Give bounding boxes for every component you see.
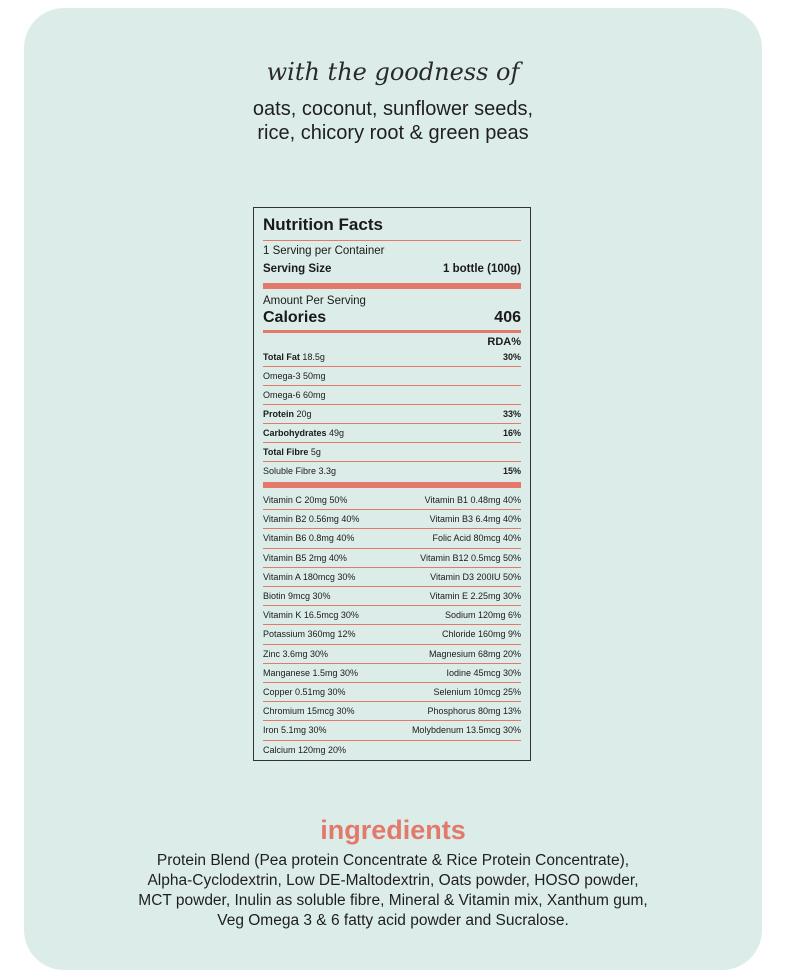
vitamin-right: Sodium 120mg 6%	[444, 610, 521, 621]
vitamin-left: Vitamin A 180mcg 30%	[263, 571, 356, 582]
macro-rda: 33%	[502, 409, 521, 419]
vitamin-right: Selenium 10mcg 25%	[433, 687, 521, 697]
tagline: with the goodness of	[266, 58, 520, 86]
vitamin-right: Phosphorus 80mg 13%	[427, 706, 521, 717]
ingredients-line: Protein Blend (Pea protein Concentrate & Rice Protein Concentrate),	[156, 852, 630, 869]
thick-divider	[263, 283, 521, 289]
ingredients-line: Veg Omega 3 & 6 fatty acid powder and Sucralose.	[217, 912, 569, 929]
vitamin-left: Zinc 3.6mg 30%	[263, 648, 329, 659]
macro-amount: 18.5g	[302, 352, 325, 362]
serving-size-value: 1 bottle (100g)	[443, 263, 521, 275]
vitamin-right: Molybdenum 13.5mcg 30%	[411, 725, 521, 736]
vitamin-row	[263, 741, 521, 760]
vitamin-left: Vitamin B6 0.8mg 40%	[263, 533, 355, 544]
divider	[263, 330, 521, 333]
divider	[263, 240, 521, 241]
vitamin-row	[263, 529, 521, 548]
vitamin-left: Potassium 360mg 12%	[263, 629, 356, 640]
ingredients-line: Alpha-Cyclodextrin, Low DE-Maltodextrin, Oats powder, HOSO powder,	[147, 872, 639, 889]
macro-row	[263, 424, 521, 443]
macro-name: Carbohydrates	[263, 428, 327, 438]
macro-amount: 20g	[296, 409, 312, 419]
vitamin-right: Vitamin B3 6.4mg 40%	[429, 514, 521, 525]
macro-name: Total Fibre	[263, 447, 309, 457]
vitamin-row	[263, 587, 521, 606]
vitamin-right: Iodine 45mcg 30%	[446, 667, 521, 678]
macro-amount: 5g	[310, 447, 321, 457]
vitamin-left: Vitamin B2 0.56mg 40%	[263, 514, 360, 525]
vitamin-left: Vitamin K 16.5mcg 30%	[263, 610, 359, 621]
vitamin-row	[263, 606, 521, 625]
vitamin-row	[263, 510, 521, 529]
macro-row	[263, 386, 521, 405]
macro-row	[263, 462, 521, 481]
rda-label: RDA%	[487, 336, 521, 348]
ingredients-line: MCT powder, Inulin as soluble fibre, Mineral & Vitamin mix, Xanthum gum,	[138, 892, 648, 909]
vitamin-right: Vitamin B12 0.5mcg 50%	[420, 552, 521, 563]
vitamin-row	[263, 645, 521, 664]
vitamin-left: Biotin 9mcg 30%	[263, 591, 331, 601]
vitamin-left: Manganese 1.5mg 30%	[263, 667, 359, 678]
nutrition-title: Nutrition Facts	[263, 215, 383, 234]
macro-rda: 30%	[502, 352, 521, 362]
calories-value: 406	[494, 309, 521, 326]
vitamin-right: Magnesium 68mg 20%	[428, 648, 521, 659]
vitamin-right: Vitamin D3 200IU 50%	[430, 571, 521, 582]
thick-divider	[263, 482, 521, 488]
vitamin-row	[263, 683, 521, 702]
vitamin-row	[263, 625, 521, 644]
servings-text: 1 Serving per Container	[263, 245, 385, 257]
subtitle	[0, 97, 786, 145]
amount-per-serving: Amount Per Serving	[263, 295, 366, 307]
vitamin-left: Copper 0.51mg 30%	[263, 687, 346, 697]
macro-amount: Omega-3 50mg	[263, 371, 326, 381]
vitamin-row	[263, 549, 521, 568]
subtitle-line: rice, chicory root & green peas	[257, 122, 529, 144]
vitamin-right: Chloride 160mg 9%	[441, 629, 521, 640]
macro-name: Protein	[263, 409, 295, 419]
macro-name: Total Fat	[263, 352, 300, 362]
vitamin-right: Folic Acid 80mcg 40%	[432, 533, 521, 544]
calories-label: Calories	[263, 309, 327, 326]
vitamin-row	[263, 568, 521, 587]
vitamin-row	[263, 721, 521, 740]
macro-rda: 16%	[502, 428, 521, 438]
macro-row	[263, 367, 521, 386]
vitamin-left: Iron 5.1mg 30%	[263, 725, 327, 736]
vitamin-row	[263, 491, 521, 510]
vitamin-right: Vitamin B1 0.48mg 40%	[424, 495, 521, 505]
subtitle-line: oats, coconut, sunflower seeds,	[252, 98, 534, 120]
vitamin-left: Chromium 15mcg 30%	[263, 706, 355, 717]
vitamin-row	[263, 702, 521, 721]
vitamin-left: Vitamin C 20mg 50%	[263, 495, 348, 505]
ingredients-title: ingredients	[320, 815, 466, 845]
nutrition-facts-panel	[253, 207, 531, 761]
vitamin-row	[263, 664, 521, 683]
serving-size-label: Serving Size	[263, 263, 332, 275]
ingredients-text	[80, 851, 706, 931]
vitamin-right: Vitamin E 2.25mg 30%	[429, 591, 521, 601]
macro-row	[263, 348, 521, 367]
macro-row	[263, 443, 521, 462]
macro-amount: 49g	[329, 428, 345, 438]
vitamin-left: Calcium 120mg 20%	[263, 744, 347, 755]
macro-amount: Soluble Fibre 3.3g	[263, 466, 337, 476]
macro-amount: Omega-6 60mg	[263, 390, 326, 400]
macro-rda: 15%	[502, 466, 521, 476]
macro-row	[263, 405, 521, 424]
vitamin-left: Vitamin B5 2mg 40%	[263, 552, 347, 563]
